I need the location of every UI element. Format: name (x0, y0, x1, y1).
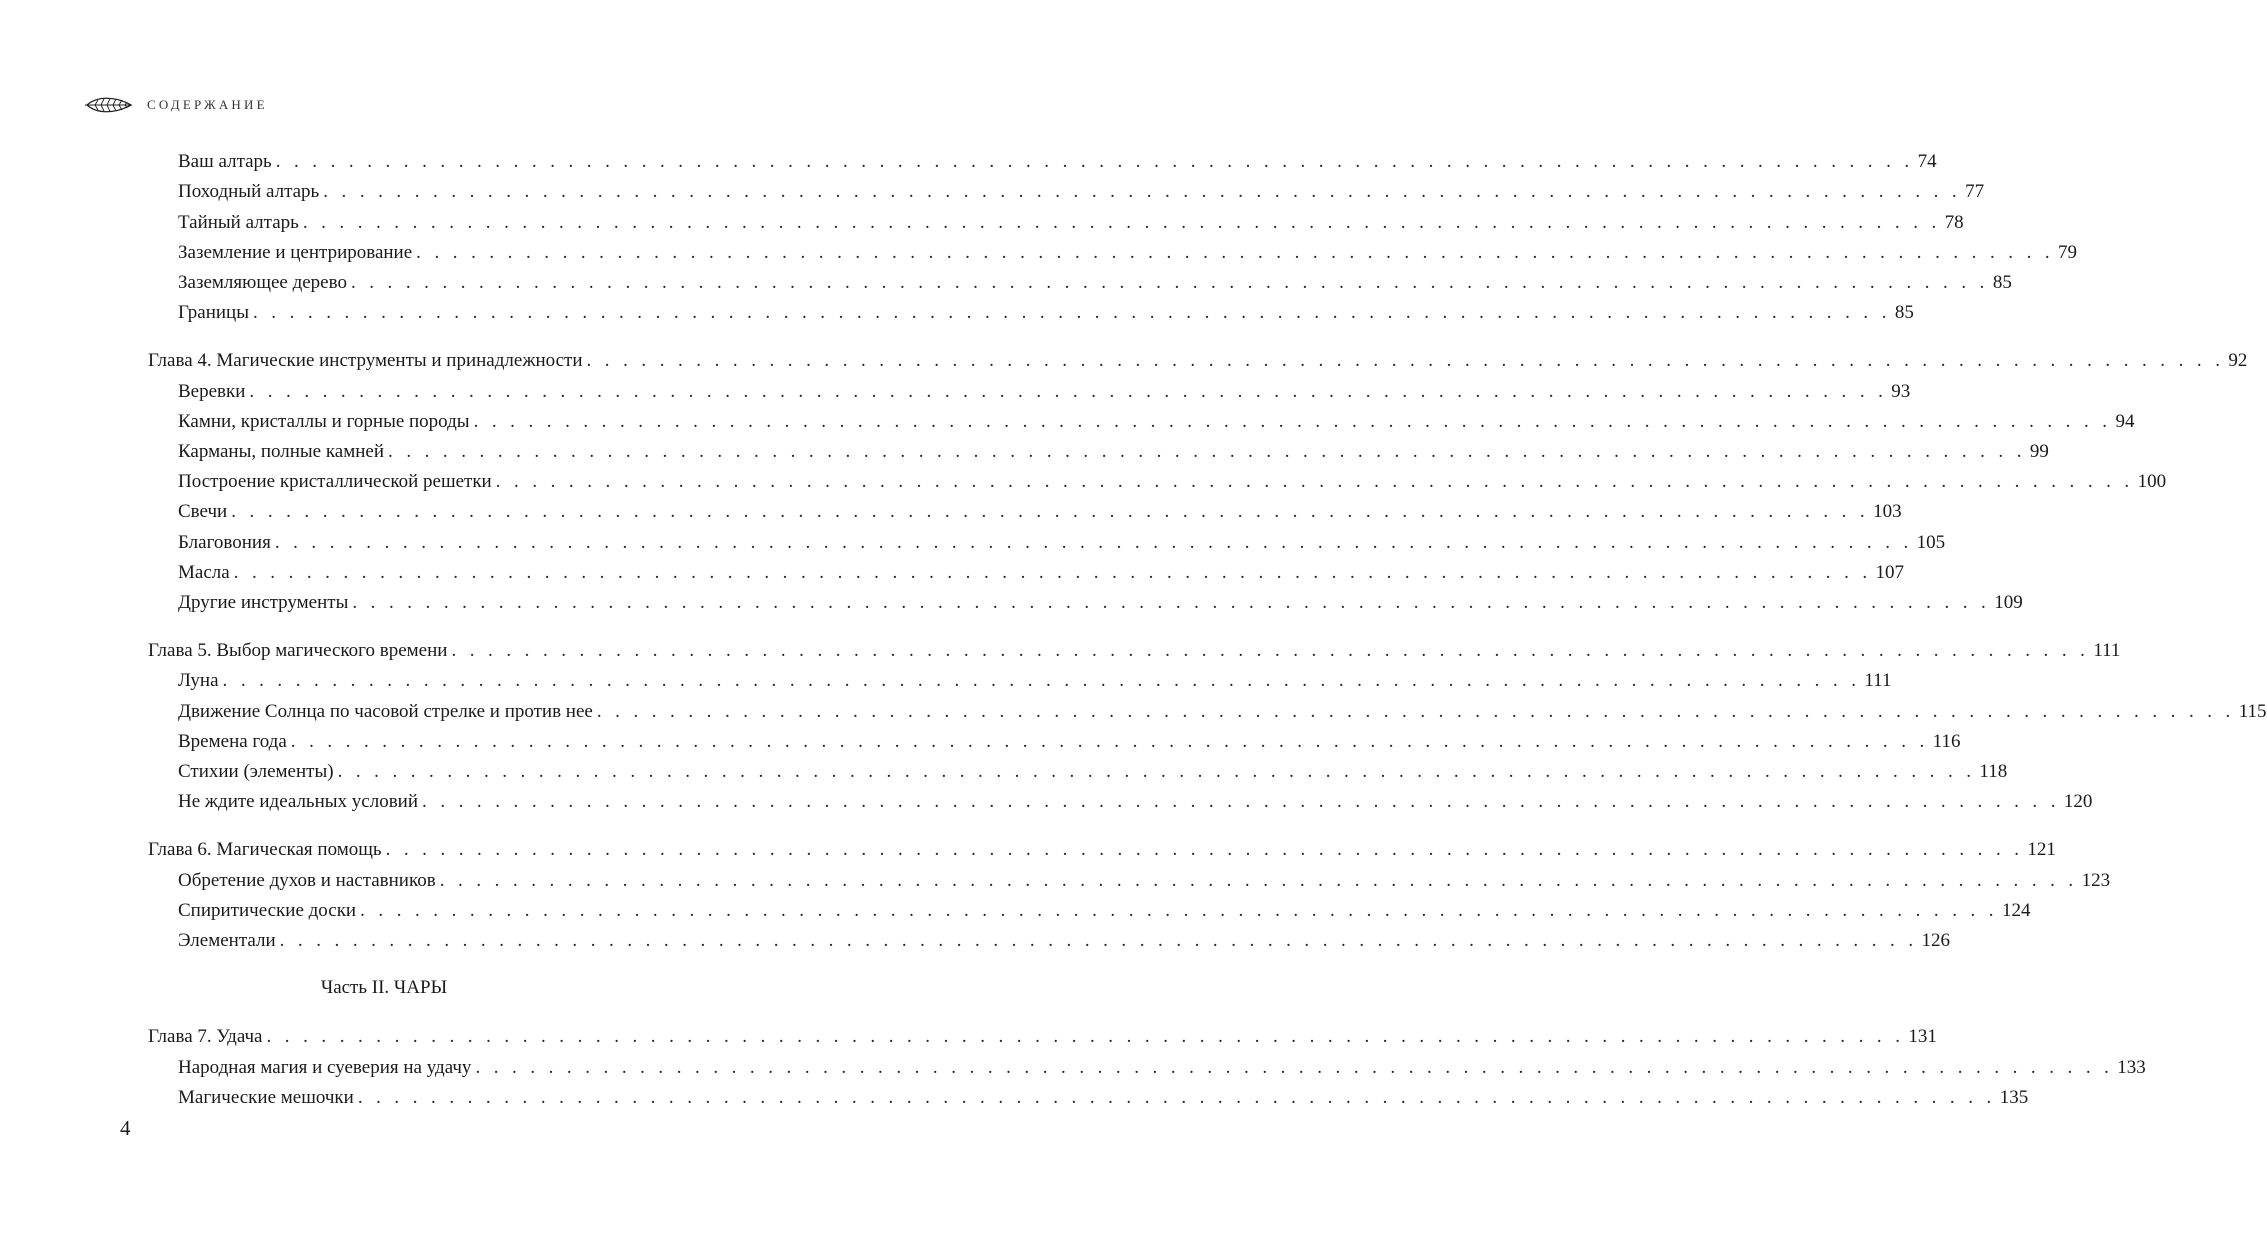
toc-entry-title: Границы (178, 302, 249, 323)
toc-entry (178, 470, 2167, 494)
toc-entry (178, 730, 1961, 754)
toc-entry-title: Луна (178, 670, 219, 691)
dot-leader: . . . . . . . . . . . . . . . . . . . . . . . . . . . . . . . . . . . . . . . . . . . . . . . . . . . . . . . . . . . . . . . . . . . . . . . . . . . . . . . . . . . . . . . . . . (352, 592, 1991, 613)
dot-leader: . . . . . . . . . . . . . . . . . . . . . . . . . . . . . . . . . . . . . . . . . . . . . . . . . . . . . . . . . . . . . . . . . . . . . . . . . . . . . . . . . . . . . . . . . . (275, 151, 1914, 172)
dot-leader: . . . . . . . . . . . . . . . . . . . . . . . . . . . . . . . . . . . . . . . . . . . . . . . . . . . . . . . . . . . . . . . . . . . . . . . . . . . . . . . . . . . . . . . . . . (360, 900, 1998, 921)
toc-entry-title: Обретение духов и наставников (178, 870, 436, 891)
toc-entry-page: 135 (1999, 1087, 2029, 1108)
dot-leader: . . . . . . . . . . . . . . . . . . . . . . . . . . . . . . . . . . . . . . . . . . . . . . . . . . . . . . . . . . . . . . . . . . . . . . . . . . . . . . . . . . . . . . . . . . (233, 562, 1872, 583)
dot-leader: . . . . . . . . . . . . . . . . . . . . . . . . . . . . . . . . . . . . . . . . . . . . . . . . . . . . . . . . . . . . . . . . . . . . . . . . . . . . . . . . . . . . . . . . . . (253, 302, 1891, 323)
toc-entry-title: Тайный алтарь (178, 212, 299, 233)
part-title: Часть II. ЧАРЫ (320, 977, 448, 998)
toc-entry-page: 105 (1916, 532, 1946, 553)
toc-entry (178, 869, 2111, 893)
dot-leader: . . . . . . . . . . . . . . . . . . . . . . . . . . . . . . . . . . . . . . . . . . . . . . . . . . . . . . . . . . . . . . . . . . . . . . . . . . . . . . . . . . . . . . . . . . (337, 761, 1976, 782)
toc-chapter-page: 92 (2228, 350, 2248, 371)
toc-entry (178, 899, 2031, 923)
toc-entry (178, 301, 1914, 325)
dot-leader: . . . . . . . . . . . . . . . . . . . . . . . . . . . . . . . . . . . . . . . . . . . . . . . . . . . . . . . . . . . . . . . . . . . . . . . . . . . . . . . . . . . . . . . . . . (416, 242, 2055, 263)
toc-entry-title: Походный алтарь (178, 181, 320, 202)
dot-leader: . . . . . . . . . . . . . . . . . . . . . . . . . . . . . . . . . . . . . . . . . . . . . . . . . . . . . . . . . . . . . . . . . . . . . . . . . . . . . . . . . . . . . . . . . . (350, 272, 1989, 293)
toc-entry (178, 669, 1892, 693)
dot-leader: . . . . . . . . . . . . . . . . . . . . . . . . . . . . . . . . . . . . . . . . . . . . . . . . . . . . . . . . . . . . . . . . . . . . . . . . . . . . . . . . . . . . . . . . . . (451, 640, 2090, 661)
toc-entry (178, 180, 1985, 204)
toc-entry (178, 1086, 2029, 1110)
toc-entry (178, 1056, 2146, 1080)
toc-entry-title: Движение Солнца по часовой стрелке и против нее (178, 701, 593, 722)
dot-leader: . . . . . . . . . . . . . . . . . . . . . . . . . . . . . . . . . . . . . . . . . . . . . . . . . . . . . . . . . . . . . . . . . . . . . . . . . . . . . . . . . . . . . . . . . . (323, 181, 1962, 202)
toc-entry-page: 120 (2063, 791, 2093, 812)
dot-leader: . . . . . . . . . . . . . . . . . . . . . . . . . . . . . . . . . . . . . . . . . . . . . . . . . . . . . . . . . . . . . . . . . . . . . . . . . . . . . . . . . . . . . . . . . . (596, 701, 2235, 722)
toc-entry-title: Народная магия и суеверия на удачу (178, 1057, 472, 1078)
toc-entry-page: 123 (2081, 870, 2111, 891)
toc-entry-page: 85 (1992, 272, 2012, 293)
toc-entry-page: 109 (1994, 592, 2023, 613)
toc-entry-title: Заземление и центрирование (178, 242, 413, 263)
toc-entry-title: Спиритические доски (178, 900, 357, 921)
toc-entry-page: 77 (1965, 181, 1985, 202)
dot-leader: . . . . . . . . . . . . . . . . . . . . . . . . . . . . . . . . . . . . . . . . . . . . . . . . . . . . . . . . . . . . . . . . . . . . . . . . . . . . . . . . . . . . . . . . . . (290, 731, 1929, 752)
toc-entry-title: Элементали (178, 930, 276, 951)
toc-chapter-title: Глава 5. Выбор магического времени (148, 640, 448, 661)
running-head-title: СОДЕРЖАНИЕ (147, 97, 268, 112)
toc-entry-title: Ваш алтарь (178, 151, 272, 172)
toc-entry-title: Карманы, полные камней (178, 441, 385, 462)
toc-entry-page: 93 (1891, 381, 1911, 402)
dot-leader: . . . . . . . . . . . . . . . . . . . . . . . . . . . . . . . . . . . . . . . . . . . . . . . . . . . . . . . . . . . . . . . . . . . . . . . . . . . . . . . . . . . . . . . . . . (279, 930, 1918, 951)
dot-leader: . . . . . . . . . . . . . . . . . . . . . . . . . . . . . . . . . . . . . . . . . . . . . . . . . . . . . . . . . . . . . . . . . . . . . . . . . . . . . . . . . . . . . . . . . . (249, 381, 1888, 402)
dot-leader: . . . . . . . . . . . . . . . . . . . . . . . . . . . . . . . . . . . . . . . . . . . . . . . . . . . . . . . . . . . . . . . . . . . . . . . . . . . . . . . . . . . . . . . . . . (302, 212, 1941, 233)
toc-entry-page: 115 (2238, 701, 2267, 722)
toc-entry (178, 440, 2049, 464)
toc-entry-page: 116 (1932, 731, 1961, 752)
toc-entry (178, 150, 1937, 174)
toc-entry (178, 531, 1946, 555)
toc-chapter (148, 838, 2056, 862)
toc-chapter-title: Глава 6. Магическая помощь (148, 839, 382, 860)
dot-leader: . . . . . . . . . . . . . . . . . . . . . . . . . . . . . . . . . . . . . . . . . . . . . . . . . . . . . . . . . . . . . . . . . . . . . . . . . . . . . . . . . . . . . . . . . . (357, 1087, 1996, 1108)
toc-entry-title: Магические мешочки (178, 1087, 354, 1108)
dot-leader: . . . . . . . . . . . . . . . . . . . . . . . . . . . . . . . . . . . . . . . . . . . . . . . . . . . . . . . . . . . . . . . . . . . . . . . . . . . . . . . . . . . . . . . . . . (422, 791, 2060, 812)
toc-chapter-page: 131 (1908, 1026, 1937, 1047)
toc-entry-page: 133 (2117, 1057, 2146, 1078)
toc-entry-title: Времена года (178, 731, 287, 752)
dot-leader: . . . . . . . . . . . . . . . . . . . . . . . . . . . . . . . . . . . . . . . . . . . . . . . . . . . . . . . . . . . . . . . . . . . . . . . . . . . . . . . . . . . . . . . . . . (231, 501, 1870, 522)
toc-entry-page: 100 (2137, 471, 2167, 492)
toc-entry (178, 410, 2135, 434)
toc-entry (178, 271, 2012, 295)
toc-entry (178, 211, 1964, 235)
toc-chapter-title: Глава 7. Удача (148, 1026, 263, 1047)
toc-entry (178, 790, 2093, 814)
toc-entry-title: Стихии (элементы) (178, 761, 334, 782)
toc-entry-title: Свечи (178, 501, 228, 522)
dot-leader: . . . . . . . . . . . . . . . . . . . . . . . . . . . . . . . . . . . . . . . . . . . . . . . . . . . . . . . . . . . . . . . . . . . . . . . . . . . . . . . . . . . . . . . . . . (385, 839, 2024, 860)
toc-chapter-page: 121 (2027, 839, 2056, 860)
dot-leader: . . . . . . . . . . . . . . . . . . . . . . . . . . . . . . . . . . . . . . . . . . . . . . . . . . . . . . . . . . . . . . . . . . . . . . . . . . . . . . . . . . . . . . . . . . (475, 1057, 2114, 1078)
page-number: 4 (120, 1116, 131, 1140)
toc-entry (178, 929, 1950, 953)
toc-entry-title: Камни, кристаллы и горные породы (178, 411, 470, 432)
toc-entry-page: 111 (1864, 670, 1892, 691)
toc-entry-page: 94 (2115, 411, 2135, 432)
toc-chapter-page: 111 (2093, 640, 2121, 661)
toc-entry (178, 700, 2267, 724)
toc-entry-title: Благовония (178, 532, 271, 553)
toc-entry-page: 99 (2029, 441, 2049, 462)
dot-leader: . . . . . . . . . . . . . . . . . . . . . . . . . . . . . . . . . . . . . . . . . . . . . . . . . . . . . . . . . . . . . . . . . . . . . . . . . . . . . . . . . . . . . . . . . . (388, 441, 2026, 462)
toc-entry (178, 760, 2008, 784)
dot-leader: . . . . . . . . . . . . . . . . . . . . . . . . . . . . . . . . . . . . . . . . . . . . . . . . . . . . . . . . . . . . . . . . . . . . . . . . . . . . . . . . . . . . . . . . . . (222, 670, 1861, 691)
dot-leader: . . . . . . . . . . . . . . . . . . . . . . . . . . . . . . . . . . . . . . . . . . . . . . . . . . . . . . . . . . . . . . . . . . . . . . . . . . . . . . . . . . . . . . . . . . (266, 1026, 1905, 1047)
toc-entry-page: 124 (2001, 900, 2031, 921)
toc-chapter (148, 349, 2248, 373)
toc-entry-title: Веревки (178, 381, 246, 402)
toc-entry (178, 561, 1905, 585)
toc-entry-title: Построение кристаллической решетки (178, 471, 492, 492)
toc-chapter (148, 639, 2121, 663)
toc-entry-page: 126 (1921, 930, 1950, 951)
toc-entry-page: 79 (2058, 242, 2078, 263)
toc-entry (178, 500, 1902, 524)
toc-entry-page: 118 (1979, 761, 2008, 782)
toc-entry-title: Масла (178, 562, 230, 583)
dot-leader: . . . . . . . . . . . . . . . . . . . . . . . . . . . . . . . . . . . . . . . . . . . . . . . . . . . . . . . . . . . . . . . . . . . . . . . . . . . . . . . . . . . . . . . . . . (473, 411, 2112, 432)
toc-entry-page: 107 (1875, 562, 1905, 583)
dot-leader: . . . . . . . . . . . . . . . . . . . . . . . . . . . . . . . . . . . . . . . . . . . . . . . . . . . . . . . . . . . . . . . . . . . . . . . . . . . . . . . . . . . . . . . . . . (439, 870, 2078, 891)
toc-entry-page: 78 (1944, 212, 1964, 233)
toc-entry (178, 591, 2023, 615)
toc-chapter (148, 1025, 1937, 1049)
toc-entry-title: Другие инструменты (178, 592, 349, 613)
toc-chapter-title: Глава 4. Магические инструменты и принадлежности (148, 350, 583, 371)
dot-leader: . . . . . . . . . . . . . . . . . . . . . . . . . . . . . . . . . . . . . . . . . . . . . . . . . . . . . . . . . . . . . . . . . . . . . . . . . . . . . . . . . . . . . . . . . . (586, 350, 2225, 371)
toc-entry-title: Не ждите идеальных условий (178, 791, 419, 812)
toc-entry-page: 103 (1873, 501, 1902, 522)
dot-leader: . . . . . . . . . . . . . . . . . . . . . . . . . . . . . . . . . . . . . . . . . . . . . . . . . . . . . . . . . . . . . . . . . . . . . . . . . . . . . . . . . . . . . . . . . . (274, 532, 1913, 553)
toc-entry (178, 241, 2078, 265)
toc-entry-page: 74 (1917, 151, 1937, 172)
toc-entry (178, 380, 1911, 404)
dot-leader: . . . . . . . . . . . . . . . . . . . . . . . . . . . . . . . . . . . . . . . . . . . . . . . . . . . . . . . . . . . . . . . . . . . . . . . . . . . . . . . . . . . . . . . . . . (495, 471, 2134, 492)
toc-entry-title: Заземляющее дерево (178, 272, 347, 293)
toc-entry-page: 85 (1894, 302, 1914, 323)
